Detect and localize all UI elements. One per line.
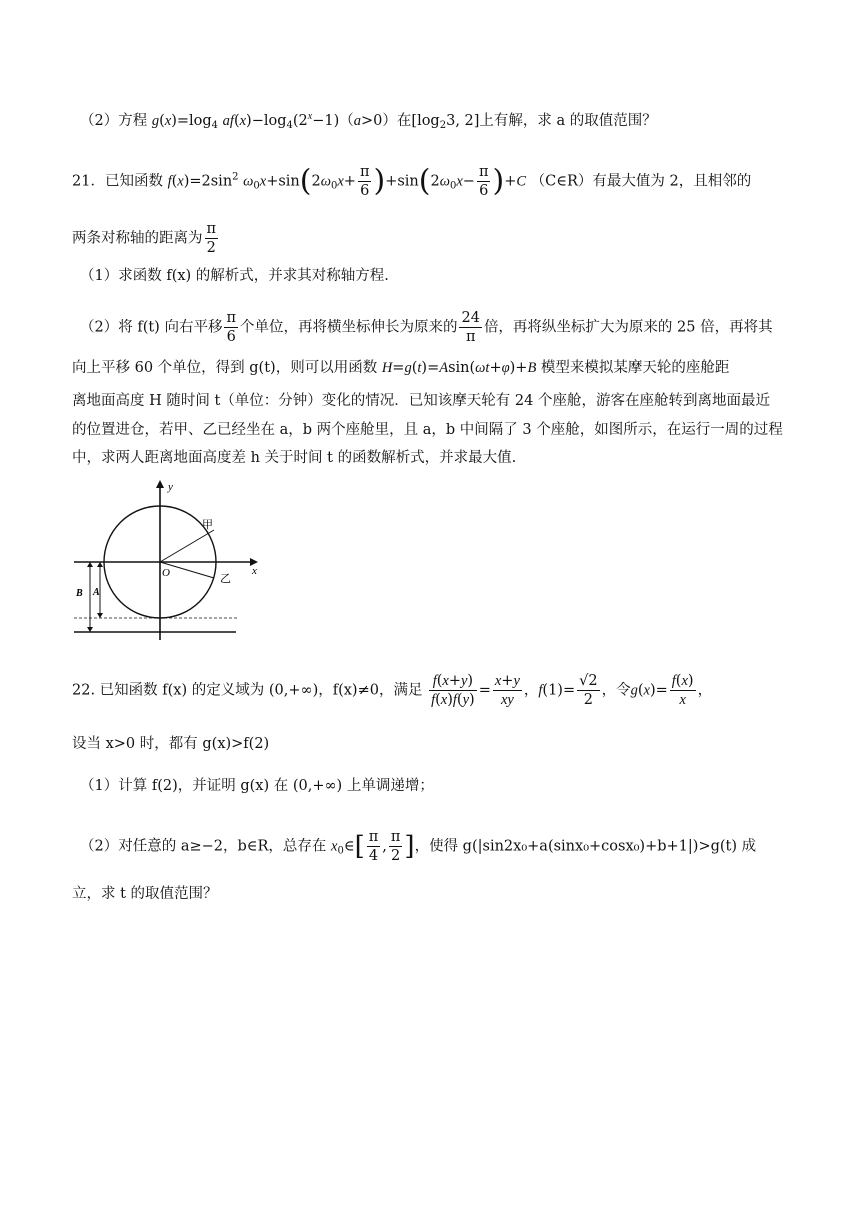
q22-part1 [80,775,800,797]
q20-part2-tail: 上有解，求 a 的取值范围？ [479,113,657,129]
q22-cond-tail: ，令 [601,682,631,699]
q21-line1: 21．已知函数 $f(x)=2\sin^2$ $\omega_0x+\sin(2\omega_0x+$ $\frac{\pi}{6}$ )$+\sin(2\omega_0x-$ $\frac{\pi}{6}$ )+C （C∈R）有最大值为 2，且相邻的 [72,163,752,199]
measure-A-arrow-bottom [97,613,103,618]
q21-line2: 两条对称轴的距离为 $\frac{\pi}{2}$ [72,221,217,256]
q21-line4: 向上平移 60 个单位，得到 g(t)，则可以用函数 H=g(t)=Asin(ωt+φ)+B 模型来模拟某摩天轮的座舱距 [72,360,730,376]
q20-part2-label: （2）方程 [80,113,148,129]
q21-part1-text: （1）求函数 f(x) 的解析式，并求其对称轴方程. [80,268,389,284]
ferris-wheel-figure [68,478,268,640]
q21-line6 [72,419,792,441]
q21-part2-a: （2）将 f(t) 向右平移 [80,319,223,336]
radius-jia [160,530,214,562]
q21-part2-b: 个单位，再将横坐标伸长为原来的 [239,319,458,336]
q21-line7-text: 中，求两人距离地面高度差 h 关于时间 t 的函数解析式，并求最大值. [72,450,517,466]
q21-line7 [72,447,792,469]
q22-part2-a: （2）对任意的 a≥−2，b∈R，总存在 [80,838,327,855]
q22-line1: 22. 已知函数 f(x) 的定义域为 (0,+∞)，f(x)≠0，满足 $\frac{f(x+y)}{f(x)f(y)}$ = $\frac{x+y}{xy}$ ，f(1)= $\frac{√2}{2}$ ，令g(x)= $\frac{f(x)}{x}$ ， [72,673,713,708]
q21-part2-c: 倍，再将纵坐标扩大为原来的 25 倍，再将其 [483,319,773,336]
q21-line2-text: 两条对称轴的距离为 [72,230,203,247]
q21-number: 21．已知函数 [72,173,163,190]
q21-line5-text: 离地面高度 H 随时间 t（单位：分钟）变化的情况．已知该摩天轮有 24 个座舱，游客在座舱转到离地面最近 [72,393,770,409]
q21-line4-b: 模型来模拟某摩天轮的座舱距 [540,360,730,376]
q21-line4-a: 向上平移 60 个单位，得到 g(t)，则可以用函数 [72,360,378,376]
label-A: A [93,587,100,598]
q22-part1-text: （1）计算 f(2)，并证明 g(x) 在 (0,+∞) 上单调递增； [80,778,434,794]
q22-part2: （2）对任意的 a≥−2，b∈R，总存在 $x_0\in$[ $\frac{\pi}{4}$ , $\frac{\pi}{2}$ ]，使得 g(|sin2x₀+a(sinx₀+cosx₀)+b+1|)>g(t) 成 [80,829,757,864]
q22-number: 22. 已知函数 f(x) 的定义域为 (0,+∞)，f(x)≠0，满足 [72,682,423,699]
q21-line5 [72,390,792,412]
q22-line2 [72,733,792,755]
q21-line6-text: 的位置进仓，若甲、乙已经坐在 a，b 两个座舱里，且 a，b 中间隔了 3 个座舱，如图所示，在运行一周的过程 [72,422,783,438]
q22-line3 [72,883,792,905]
q21-condition: （C∈R）有最大值为 2，且相邻的 [530,173,752,190]
q20-part2: （2）方程 $g(x)=\log_4$ $af(x)-\log_4(2^x-1)(a>0)$在[$\log_23$, 2]上有解，求 a 的取值范围？ [80,111,657,131]
x-axis-label: x [252,565,257,577]
y-axis-arrow [156,480,164,488]
q22-part2-b: ，使得 g(|sin2x₀+a(sinx₀+cosx₀)+b+1|)>g(t) 成 [414,838,757,855]
q21-part2: （2）将 f(t) 向右平移 $\frac{\pi}{6}$ 个单位，再将横坐标伸长为原来的 $\frac{24}{\pi}$ 倍，再将纵坐标扩大为原来的 25 倍，再将其 [80,310,773,345]
yi-label: 乙 [220,572,231,585]
q22-line2-text: 设当 x>0 时，都有 g(x)>f(2) [72,736,270,752]
label-B: B [76,588,83,599]
origin-label: O [162,567,170,579]
q21-part1 [80,265,800,287]
q22-line3-text: 立，求 t 的取值范围？ [72,886,218,902]
jia-label: 甲 [202,518,213,531]
y-axis-label: y [168,481,173,493]
